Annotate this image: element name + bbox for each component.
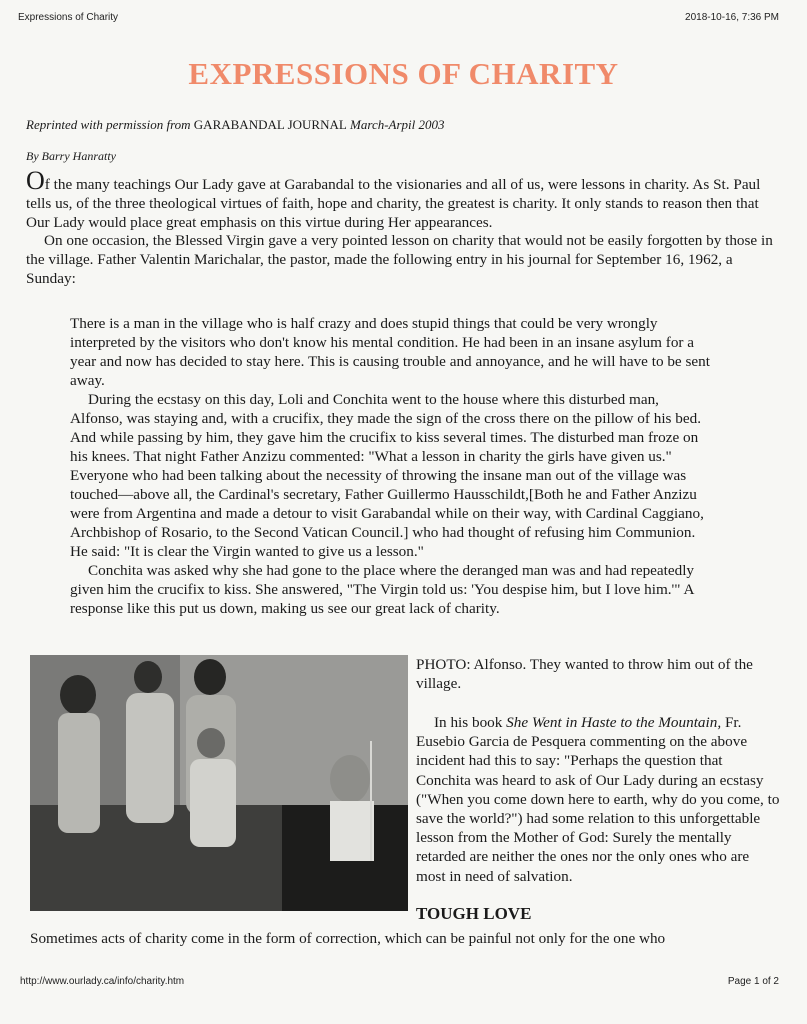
photo-caption (416, 655, 791, 693)
sidebar-after: Fr. Eusebio Garcia de Pesquera commenting on the above incident had this to say: "Perhaps the question that Conchita was heard to ask of Our Lady during an ecstasy ("When you come down here to earth, why do you come, to save the world?") had some relation to this unforgettable lesson from the Mother of God: Surely the mentally retarded are neither the ones nor the only ones who are most in need of salvation. (416, 714, 780, 885)
page-header (18, 12, 779, 23)
intro-p1-text: f the many teachings Our Lady gave at Garabandal to the visionaries and all of us, were lessons in charity. As St. Paul tells us, of the three theological virtues of faith, hope and charity, the greatest is charity. It only stands to reason then that Our Lady would place great emphasis on this virtue during Her appearances. (26, 176, 761, 231)
reprint-issue: March-Arpil 2003 (346, 117, 445, 132)
byline: By Barry Hanratty (26, 149, 116, 163)
dropcap: O (26, 166, 45, 195)
intro-paragraph-1 (26, 166, 778, 232)
quote-paragraph-1: There is a man in the village who is half crazy and does stupid things that could be very wrongly interpreted by the visitors who don't know his mental condition. He had been in an insane asylum for a year and now has decided to stay here. This is causing trouble and annoyance, and he will have to be sent away. (70, 315, 710, 389)
continuation-text: Sometimes acts of charity come in the form of correction, which can be painful not only for the one who (30, 930, 666, 947)
photo-illustration (30, 655, 408, 911)
intro-text (26, 166, 778, 289)
sidebar-commentary (416, 713, 781, 886)
quote-paragraph-2: During the ecstasy on this day, Loli and Conchita went to the house where this disturbed man, Alfonso, was staying and, with a crucifix, they made the sign of the cross there on the pillow of his bed. And while passing by him, they gave him the crucifix to kiss several times. The disturbed man froze on his knees. That night Father Anzizu commented: "What a lesson in charity the girls have given us." Everyone who had been talking about the necessity of throwing the insane man out of the village was touched—above all, the Cardinal's secretary, Father Guillermo Hausschildt,[Both he and Father Anzizu were from Argentina and made a detour to visit Garabandal while on their way, with Cardinal Caggiano, Archbishop of Rosario, to the Second Vatican Council.] who had thought of refusing him Communion. He said: "It is clear the Virgin wanted to give us a lesson." (70, 391, 704, 560)
reprint-journal: GARABANDAL JOURNAL (193, 117, 347, 132)
footer-page-number: Page 1 of 2 (727, 976, 779, 987)
reprint-note (26, 117, 445, 133)
sidebar-paragraph (416, 713, 781, 886)
header-datetime: 2018-10-16, 7:36 PM (685, 12, 779, 23)
journal-quote (70, 314, 710, 618)
page-footer (20, 976, 779, 987)
subheading-tough-love: TOUGH LOVE (416, 904, 532, 923)
header-site-title: Expressions of Charity (18, 12, 119, 23)
article-title: EXPRESSIONS OF CHARITY (188, 56, 619, 91)
intro-paragraph-2: On one occasion, the Blessed Virgin gave a very pointed lesson on charity that would not be easily forgotten by those in the village. Father Valentin Marichalar, the pastor, made the following entry in his journal for September 16, 1962, a Sunday: (26, 232, 773, 287)
sidebar-before: In his book (434, 714, 507, 731)
footer-url[interactable]: http://www.ourlady.ca/info/charity.htm (20, 976, 185, 987)
alfonso-photo (30, 655, 408, 911)
book-title: She Went in Haste to the Mountain, (506, 714, 722, 731)
quote-paragraph-3: Conchita was asked why she had gone to the place where the deranged man was and had repeatedly given him the crucifix to kiss. She answered, "The Virgin told us: 'You despise him, but I love him.'" A response like this put us down, making us see our great lack of charity. (70, 562, 695, 617)
caption-text: PHOTO: Alfonso. They wanted to throw him out of the village. (416, 656, 753, 692)
reprint-prefix: Reprinted with permission from (26, 117, 194, 132)
